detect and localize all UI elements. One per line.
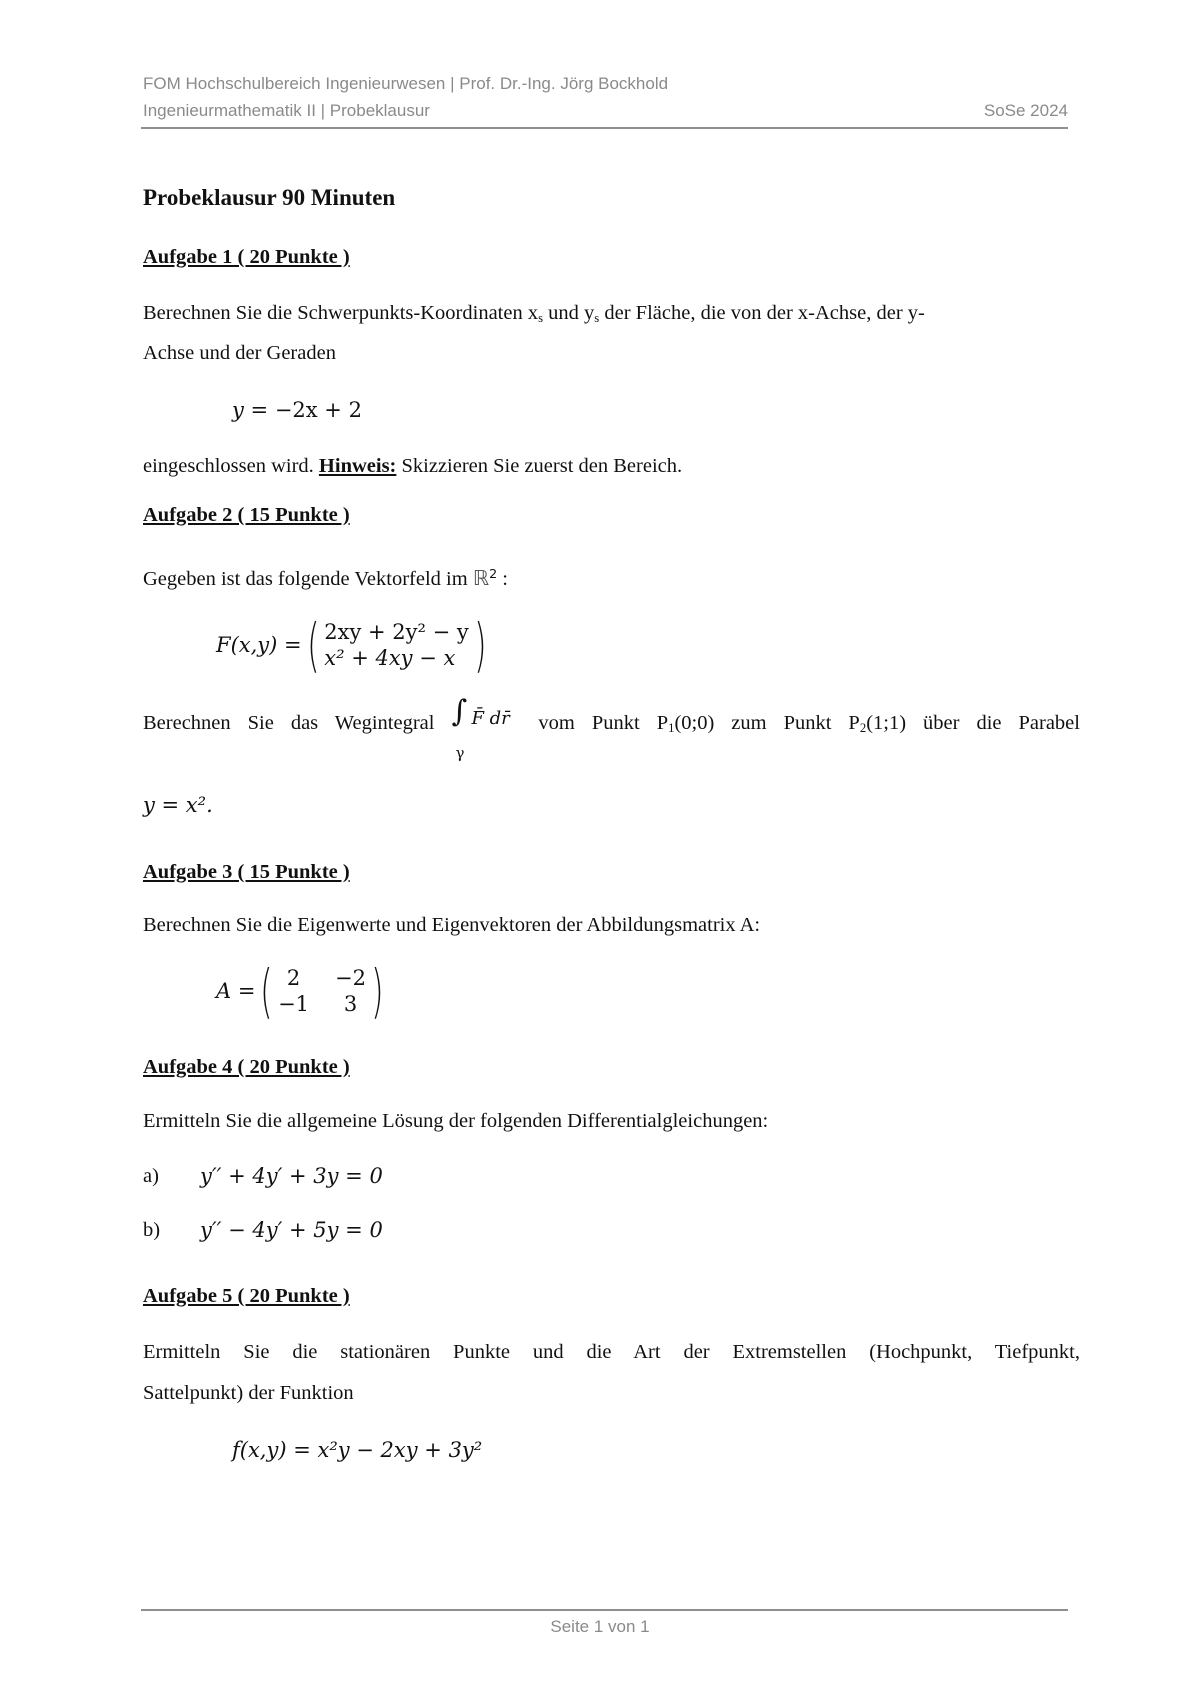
task-4-text: Ermitteln Sie die allgemeine Lösung der folgenden Differentialgleichungen: [143,1110,769,1132]
matrix-a22: 3 [343,992,358,1016]
task-2-heading: Aufgabe 2 ( 15 Punkte ) [143,504,350,526]
task-1-hint-line: eingeschlossen wird. Hinweis: Skizzieren Sie zuerst den Bereich. [143,455,683,477]
task-5-heading: Aufgabe 5 ( 20 Punkte ) [143,1285,350,1307]
task-4-heading: Aufgabe 4 ( 20 Punkte ) [143,1056,350,1078]
task-4a-equation: y′′ + 4y′ + 3y = 0 [200,1164,383,1188]
header-line-1: FOM Hochschulbereich Ingenieurwesen | Prof. Dr.-Ing. Jörg Bockhold [143,74,669,93]
task-2-intro: Gegeben ist das folgende Vektorfeld im ℝ$^2$ : [143,566,508,590]
semester-label: SoSe 2024 [983,101,1068,120]
task-3-heading: Aufgabe 3 ( 15 Punkte ) [143,861,350,883]
task-5-text-line-2: Sattelpunkt) der Funktion [143,1382,354,1404]
task-4b-label: b) [143,1219,161,1241]
real-plane-symbol: ℝ [472,566,490,590]
field-component-1: 2xy + 2y² − y [324,619,469,644]
task-1-text-line-1: Berechnen Sie die Schwerpunkts-Koordinaten $x_s$ und $y_s$ der Fläche, die von der x-Achse, der y- [143,302,925,326]
matrix-a11: 2 [286,965,301,990]
task-3-matrix: A = ( 2 −2 −1 3 ) [216,957,384,1025]
line-integral: ∫ F̄ dr̄ γ [451,694,510,762]
matrix-a21: −1 [278,992,310,1016]
task-3-text: Berechnen Sie die Eigenwerte und Eigenvektoren der Abbildungsmatrix A: [143,914,761,936]
field-component-2: x² + 4xy − x [324,646,456,670]
task-5-function: f(x,y) = x²y − 2xy + 3y² [232,1438,483,1462]
task-2-parabola: y = x². [143,793,213,817]
page-number: Seite 1 von 1 [550,1617,650,1636]
course-title: Ingenieurmathematik II | Probeklausur [143,101,430,120]
task-1-line-equation: y = −2x + 2 [232,398,362,422]
task-1-text-line-2: Achse und der Geraden [143,342,336,364]
hint-label: Hinweis: [318,455,397,477]
header-divider [141,127,1068,129]
task-1-heading: Aufgabe 1 ( 20 Punkte ) [143,246,350,268]
task-2-line-integral-text: Berechnen Sie das Wegintegral ∫ F̄ dr̄ γ vom Punkt $P_1(0;0)$ zum Punkt $P_2(1;1)$ über die Parabel [143,694,1080,762]
footer-divider [141,1609,1068,1611]
page-title: Probeklausur 90 Minuten [143,185,396,210]
matrix-a12: −2 [335,965,367,990]
task-4b-equation: y′′ − 4y′ + 5y = 0 [200,1218,383,1242]
task-2-vector-field: F(x,y) = ( 2xy + 2y² − y x² + 4xy − x ) [216,611,487,679]
header-line-2 [143,101,1068,121]
task-4a-label: a) [143,1165,159,1187]
task-5-text-line-1: Ermitteln Sie die stationären Punkte und die Art der Extremstellen (Hochpunkt, Tiefpunkt, [143,1341,1080,1363]
